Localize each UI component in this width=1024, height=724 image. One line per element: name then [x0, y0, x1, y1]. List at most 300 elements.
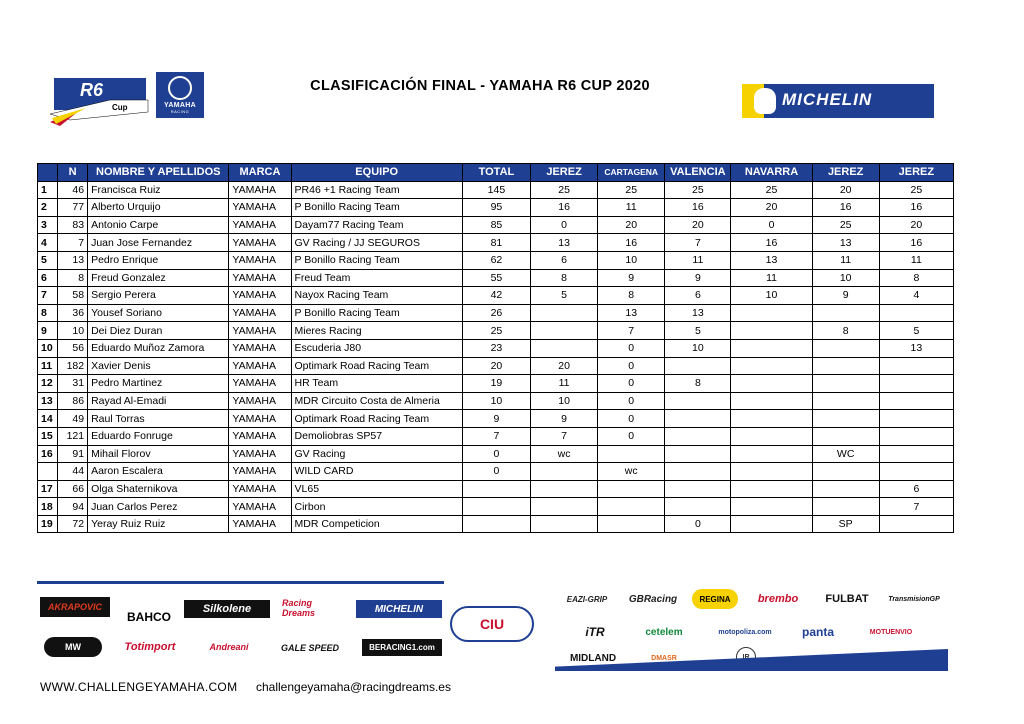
col-header-race-1: JEREZ	[531, 164, 598, 182]
cell-total: 10	[462, 392, 530, 410]
cell-race-5: 20	[812, 181, 879, 199]
cell-race-4	[731, 515, 812, 533]
r6-cup-logo	[50, 70, 150, 126]
sponsor-logo: panta	[801, 625, 834, 639]
cell-rider-name: Aaron Escalera	[88, 463, 229, 481]
cell-race-2: 11	[598, 199, 665, 217]
col-header-brand: MARCA	[229, 164, 291, 182]
cell-race-2: 0	[598, 410, 665, 428]
table-row	[38, 234, 954, 252]
cell-race-6: 8	[879, 269, 953, 287]
yamaha-logo-text: YAMAHA	[164, 102, 196, 109]
cell-rider-name: Mihail Florov	[88, 445, 229, 463]
cell-race-6	[879, 427, 953, 445]
cell-race-3: 9	[665, 269, 731, 287]
cell-rider-number: 83	[58, 216, 88, 234]
cell-rider-number: 10	[58, 322, 88, 340]
cell-position: 14	[38, 410, 58, 428]
cell-race-4	[731, 375, 812, 393]
sponsor-logo: AKRAPOVIC	[40, 597, 110, 617]
cell-race-5: 8	[812, 322, 879, 340]
cell-race-5: 10	[812, 269, 879, 287]
sponsor-logo: FULBAT	[825, 593, 869, 605]
cell-brand: YAMAHA	[229, 375, 291, 393]
cell-race-1	[531, 515, 598, 533]
cell-race-5	[812, 498, 879, 516]
cell-team: Demoliobras SP57	[291, 427, 462, 445]
sponsor-logo: GBRacing	[628, 593, 678, 605]
cell-race-1: 25	[531, 181, 598, 199]
cell-total: 85	[462, 216, 530, 234]
cell-race-1: 6	[531, 251, 598, 269]
sponsor-logo: Silkolene	[184, 600, 270, 618]
cell-rider-number: 72	[58, 515, 88, 533]
cell-race-4: 16	[731, 234, 812, 252]
sponsor-logo: IR	[736, 647, 756, 667]
cell-rider-number: 36	[58, 304, 88, 322]
col-header-name: NOMBRE Y APELLIDOS	[88, 164, 229, 182]
cell-total: 19	[462, 375, 530, 393]
table-row	[38, 322, 954, 340]
cell-race-6	[879, 375, 953, 393]
sponsor-logo: cetelem	[645, 626, 683, 638]
cell-race-2: wc	[598, 463, 665, 481]
table-row	[38, 463, 954, 481]
cell-race-2	[598, 498, 665, 516]
footer-divider-left	[37, 581, 444, 584]
cell-brand: YAMAHA	[229, 480, 291, 498]
cell-race-5: 25	[812, 216, 879, 234]
cell-race-3	[665, 427, 731, 445]
cell-race-1: 8	[531, 269, 598, 287]
cell-race-6: 7	[879, 498, 953, 516]
cell-total: 26	[462, 304, 530, 322]
cell-race-3: 11	[665, 251, 731, 269]
cell-rider-name: Eduardo Fonruge	[88, 427, 229, 445]
col-header-race-3: VALENCIA	[665, 164, 731, 182]
table-row	[38, 269, 954, 287]
sponsor-logo: Totimport	[124, 641, 176, 653]
sponsor-logo: GALE SPEED	[280, 643, 339, 653]
cell-race-6	[879, 515, 953, 533]
col-header-team: EQUIPO	[291, 164, 462, 182]
sponsor-logo: DMASR	[651, 654, 677, 662]
cell-rider-name: Freud Gonzalez	[88, 269, 229, 287]
cell-rider-name: Pedro Enrique	[88, 251, 229, 269]
cell-position: 12	[38, 375, 58, 393]
cell-race-5: 9	[812, 287, 879, 305]
cell-brand: YAMAHA	[229, 322, 291, 340]
cell-race-4	[731, 304, 812, 322]
cell-race-2: 13	[598, 304, 665, 322]
cell-position: 4	[38, 234, 58, 252]
cell-race-1: 7	[531, 427, 598, 445]
cell-race-5	[812, 410, 879, 428]
cell-race-6	[879, 445, 953, 463]
cell-race-6	[879, 304, 953, 322]
col-header-race-6: JEREZ	[879, 164, 953, 182]
cell-race-3: 25	[665, 181, 731, 199]
cell-total: 0	[462, 463, 530, 481]
cell-race-5: WC	[812, 445, 879, 463]
cell-team: HR Team	[291, 375, 462, 393]
cell-race-5	[812, 375, 879, 393]
cell-team: Cirbon	[291, 498, 462, 516]
footer-website[interactable]: WWW.CHALLENGEYAMAHA.COM	[40, 680, 238, 694]
cell-brand: YAMAHA	[229, 216, 291, 234]
cell-race-6	[879, 357, 953, 375]
cell-race-2: 8	[598, 287, 665, 305]
sponsor-logo: TransmisionGP	[888, 595, 940, 603]
cell-position: 1	[38, 181, 58, 199]
cell-race-5	[812, 427, 879, 445]
table-row	[38, 392, 954, 410]
cell-race-1	[531, 339, 598, 357]
cell-total: 23	[462, 339, 530, 357]
cell-race-4: 10	[731, 287, 812, 305]
cell-rider-number: 8	[58, 269, 88, 287]
sponsor-logo: MIDLAND	[569, 652, 617, 664]
cell-race-3: 5	[665, 322, 731, 340]
table-row	[38, 427, 954, 445]
cell-race-3	[665, 480, 731, 498]
cell-total: 62	[462, 251, 530, 269]
cell-race-4	[731, 339, 812, 357]
cell-race-6	[879, 463, 953, 481]
cell-team: GV Racing	[291, 445, 462, 463]
sponsor-logo: REGINA	[692, 589, 738, 609]
cell-brand: YAMAHA	[229, 357, 291, 375]
cell-total	[462, 515, 530, 533]
cell-race-3	[665, 410, 731, 428]
cell-race-2: 20	[598, 216, 665, 234]
cell-brand: YAMAHA	[229, 463, 291, 481]
cell-team: VL65	[291, 480, 462, 498]
cell-rider-number: 94	[58, 498, 88, 516]
cell-rider-number: 66	[58, 480, 88, 498]
cell-race-4: 11	[731, 269, 812, 287]
sponsor-logo: EAZI-GRIP	[566, 594, 608, 604]
cell-rider-number: 13	[58, 251, 88, 269]
cell-team: Dayam77 Racing Team	[291, 216, 462, 234]
sponsor-logo: iTR	[585, 625, 605, 639]
cell-race-5	[812, 304, 879, 322]
cell-race-4	[731, 410, 812, 428]
cell-position: 7	[38, 287, 58, 305]
cell-race-3: 0	[665, 515, 731, 533]
table-row	[38, 216, 954, 234]
cell-rider-name: Pedro Martinez	[88, 375, 229, 393]
cell-rider-number: 58	[58, 287, 88, 305]
cell-total	[462, 480, 530, 498]
table-header-row	[38, 164, 954, 182]
cell-race-2: 16	[598, 234, 665, 252]
cell-race-2: 25	[598, 181, 665, 199]
cell-position	[38, 463, 58, 481]
cell-race-3: 7	[665, 234, 731, 252]
yamaha-emblem-icon	[168, 76, 192, 100]
table-row	[38, 480, 954, 498]
cell-race-1	[531, 322, 598, 340]
cell-position: 11	[38, 357, 58, 375]
col-header-total: TOTAL	[462, 164, 530, 182]
cell-team: Freud Team	[291, 269, 462, 287]
cell-rider-name: Alberto Urquijo	[88, 199, 229, 217]
cell-brand: YAMAHA	[229, 410, 291, 428]
cell-race-6: 4	[879, 287, 953, 305]
cell-race-4	[731, 498, 812, 516]
cell-race-1: 5	[531, 287, 598, 305]
classification-table	[37, 163, 954, 533]
cell-total: 20	[462, 357, 530, 375]
table-row	[38, 304, 954, 322]
cell-race-6: 11	[879, 251, 953, 269]
cell-team: Optimark Road Racing Team	[291, 410, 462, 428]
cell-race-6: 5	[879, 322, 953, 340]
r6-logo-main: R6	[80, 80, 104, 100]
cell-brand: YAMAHA	[229, 234, 291, 252]
table-row	[38, 375, 954, 393]
r6-logo-sub: Cup	[112, 103, 128, 112]
cell-race-4	[731, 427, 812, 445]
table-row	[38, 515, 954, 533]
cell-position: 18	[38, 498, 58, 516]
cell-race-1: 0	[531, 216, 598, 234]
cell-race-4	[731, 392, 812, 410]
cell-race-5: SP	[812, 515, 879, 533]
cell-race-3	[665, 445, 731, 463]
cell-race-3: 20	[665, 216, 731, 234]
cell-total: 55	[462, 269, 530, 287]
cell-race-2: 0	[598, 375, 665, 393]
cell-team: WILD CARD	[291, 463, 462, 481]
michelin-logo-text: MICHELIN	[782, 90, 873, 109]
col-header-number: N	[58, 164, 88, 182]
cell-rider-number: 44	[58, 463, 88, 481]
cell-race-1: 13	[531, 234, 598, 252]
cell-position: 17	[38, 480, 58, 498]
cell-race-2	[598, 480, 665, 498]
cell-brand: YAMAHA	[229, 199, 291, 217]
cell-team: GV Racing / JJ SEGUROS	[291, 234, 462, 252]
sponsor-logo: MW	[44, 637, 102, 657]
cell-race-1	[531, 498, 598, 516]
cell-position: 10	[38, 339, 58, 357]
cell-rider-number: 56	[58, 339, 88, 357]
cell-race-2: 0	[598, 339, 665, 357]
cell-rider-number: 77	[58, 199, 88, 217]
sponsor-logo: motopoliza.com	[718, 628, 772, 636]
cell-race-4: 13	[731, 251, 812, 269]
cell-race-4: 0	[731, 216, 812, 234]
cell-race-3: 6	[665, 287, 731, 305]
cell-race-2: 0	[598, 357, 665, 375]
cell-race-1: 11	[531, 375, 598, 393]
cell-race-6: 20	[879, 216, 953, 234]
cell-position: 6	[38, 269, 58, 287]
cell-race-2: 10	[598, 251, 665, 269]
col-header-race-2: CARTAGENA	[598, 164, 665, 182]
cell-brand: YAMAHA	[229, 392, 291, 410]
table-row	[38, 445, 954, 463]
col-header-race-4: NAVARRA	[731, 164, 812, 182]
cell-race-4: 25	[731, 181, 812, 199]
cell-rider-number: 7	[58, 234, 88, 252]
cell-race-6: 13	[879, 339, 953, 357]
table-row	[38, 357, 954, 375]
table-row	[38, 251, 954, 269]
cell-race-1	[531, 304, 598, 322]
cell-race-4	[731, 445, 812, 463]
cell-total: 25	[462, 322, 530, 340]
cell-race-3: 16	[665, 199, 731, 217]
cell-brand: YAMAHA	[229, 427, 291, 445]
cell-brand: YAMAHA	[229, 445, 291, 463]
cell-race-3	[665, 463, 731, 481]
cell-rider-name: Rayad Al-Emadi	[88, 392, 229, 410]
cell-brand: YAMAHA	[229, 339, 291, 357]
table-row	[38, 181, 954, 199]
cell-race-4	[731, 322, 812, 340]
cell-team: P Bonillo Racing Team	[291, 251, 462, 269]
table-row	[38, 199, 954, 217]
sponsor-logo: MOTUENVIO	[869, 628, 913, 636]
cell-brand: YAMAHA	[229, 251, 291, 269]
cell-rider-name: Sergio Perera	[88, 287, 229, 305]
bibendum-icon	[754, 88, 776, 114]
cell-rider-number: 121	[58, 427, 88, 445]
cell-position: 13	[38, 392, 58, 410]
cell-total: 81	[462, 234, 530, 252]
cell-race-3: 13	[665, 304, 731, 322]
cell-rider-name: Antonio Carpe	[88, 216, 229, 234]
cell-race-4: 20	[731, 199, 812, 217]
cell-race-1	[531, 480, 598, 498]
cell-rider-number: 86	[58, 392, 88, 410]
cell-rider-name: Yeray Ruiz Ruiz	[88, 515, 229, 533]
cell-team: Mieres Racing	[291, 322, 462, 340]
cell-position: 3	[38, 216, 58, 234]
col-header-race-5: JEREZ	[812, 164, 879, 182]
cell-total: 9	[462, 410, 530, 428]
page-title: CLASIFICACIÓN FINAL - YAMAHA R6 CUP 2020	[310, 78, 650, 94]
yamaha-logo-sub: RACING	[170, 109, 190, 114]
cell-race-2: 0	[598, 427, 665, 445]
cell-team: MDR Circuito Costa de Almeria	[291, 392, 462, 410]
cell-rider-name: Juan Carlos Perez	[88, 498, 229, 516]
sponsor-logo: BERACING1.com	[362, 639, 442, 656]
cell-total: 0	[462, 445, 530, 463]
cell-team: P Bonillo Racing Team	[291, 304, 462, 322]
cell-team: Escuderia J80	[291, 339, 462, 357]
cell-rider-name: Yousef Soriano	[88, 304, 229, 322]
cell-rider-name: Eduardo Muñoz Zamora	[88, 339, 229, 357]
cell-rider-number: 49	[58, 410, 88, 428]
cell-race-1: 10	[531, 392, 598, 410]
cell-position: 2	[38, 199, 58, 217]
cell-race-6: 6	[879, 480, 953, 498]
footer-email[interactable]: challengeyamaha@racingdreams.es	[256, 680, 451, 694]
cell-rider-number: 182	[58, 357, 88, 375]
cell-race-3	[665, 392, 731, 410]
cell-race-5	[812, 339, 879, 357]
cell-brand: YAMAHA	[229, 304, 291, 322]
cell-position: 9	[38, 322, 58, 340]
cell-race-1	[531, 463, 598, 481]
cell-race-5	[812, 357, 879, 375]
cell-brand: YAMAHA	[229, 515, 291, 533]
cell-race-6: 16	[879, 234, 953, 252]
cell-rider-name: Olga Shaternikova	[88, 480, 229, 498]
cell-race-4	[731, 357, 812, 375]
cell-race-2: 0	[598, 392, 665, 410]
sponsor-logo: brembo	[757, 593, 799, 605]
sponsor-logo: CIU	[450, 606, 534, 642]
cell-brand: YAMAHA	[229, 181, 291, 199]
cell-team: P Bonillo Racing Team	[291, 199, 462, 217]
cell-total: 7	[462, 427, 530, 445]
cell-position: 15	[38, 427, 58, 445]
cell-position: 19	[38, 515, 58, 533]
cell-race-5	[812, 392, 879, 410]
cell-race-4	[731, 480, 812, 498]
cell-brand: YAMAHA	[229, 498, 291, 516]
cell-rider-name: Raul Torras	[88, 410, 229, 428]
cell-race-1: wc	[531, 445, 598, 463]
cell-team: Optimark Road Racing Team	[291, 357, 462, 375]
cell-team: MDR Competicion	[291, 515, 462, 533]
cell-position: 8	[38, 304, 58, 322]
cell-total: 42	[462, 287, 530, 305]
cell-race-2	[598, 445, 665, 463]
cell-race-5: 16	[812, 199, 879, 217]
cell-rider-name: Xavier Denis	[88, 357, 229, 375]
col-header-position	[38, 164, 58, 182]
cell-race-6: 16	[879, 199, 953, 217]
cell-race-5: 13	[812, 234, 879, 252]
table-row	[38, 287, 954, 305]
cell-race-2: 9	[598, 269, 665, 287]
cell-race-3	[665, 498, 731, 516]
sponsor-logo: Andreani	[209, 642, 249, 652]
cell-race-1: 9	[531, 410, 598, 428]
table-row	[38, 339, 954, 357]
cell-rider-number: 46	[58, 181, 88, 199]
sponsor-logo: MICHELIN	[356, 600, 442, 618]
cell-race-6: 25	[879, 181, 953, 199]
cell-total	[462, 498, 530, 516]
sponsor-logo: BAHCO	[127, 610, 171, 624]
cell-race-3: 8	[665, 375, 731, 393]
cell-race-2: 7	[598, 322, 665, 340]
cell-race-1: 20	[531, 357, 598, 375]
cell-race-2	[598, 515, 665, 533]
table-row	[38, 498, 954, 516]
cell-team: Nayox Racing Team	[291, 287, 462, 305]
michelin-logo	[742, 84, 934, 118]
cell-race-5	[812, 463, 879, 481]
cell-position: 16	[38, 445, 58, 463]
cell-race-6	[879, 392, 953, 410]
cell-race-3: 10	[665, 339, 731, 357]
sponsor-logo: Racing Dreams	[282, 598, 316, 618]
table-row	[38, 410, 954, 428]
cell-race-6	[879, 410, 953, 428]
cell-rider-name: Juan Jose Fernandez	[88, 234, 229, 252]
cell-race-5	[812, 480, 879, 498]
cell-brand: YAMAHA	[229, 269, 291, 287]
cell-rider-number: 31	[58, 375, 88, 393]
